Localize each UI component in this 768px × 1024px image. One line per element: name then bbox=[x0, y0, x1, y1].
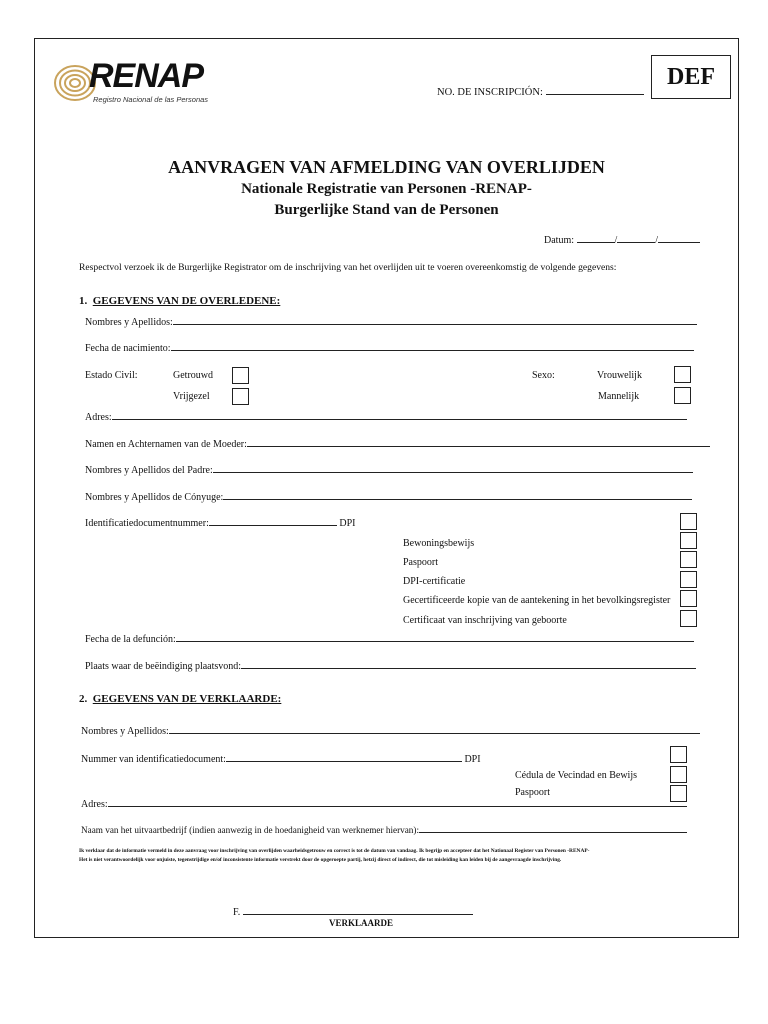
deceased-names-row: Nombres y Apellidos: bbox=[85, 317, 697, 328]
disclaimer-line-2: Het is niet verantwoordelijk voor onjuiste, tegenstrijdige en/of inconsistente informatie verstrekt door de opgeroepte partij, hetzij direct of indirect, die tot misleiding kan leiden bij de aangevraagde inschrijving. bbox=[79, 857, 562, 863]
death-place-field[interactable] bbox=[241, 668, 696, 669]
death-place-row: Plaats waar de beëindiging plaatsvond: bbox=[85, 661, 696, 672]
form-subtitle-2: Burgerlijke Stand van de Personen bbox=[274, 202, 499, 218]
doc-option-passport-checkbox[interactable] bbox=[680, 551, 697, 568]
declarant-id-row: Nummer van identificatiedocument: DPI bbox=[81, 754, 481, 765]
inscription-number-row bbox=[437, 87, 644, 98]
renap-logo bbox=[53, 57, 263, 107]
intro-text: Respectvol verzoek ik de Burgerlijke Registrator om de inschrijving van het overlijden uit te voeren overeenkomstig de volgende gegevens: bbox=[79, 262, 617, 273]
id-number-field[interactable] bbox=[209, 525, 337, 526]
declarant-dpi-checkbox[interactable] bbox=[670, 746, 687, 763]
female-checkbox[interactable] bbox=[674, 366, 691, 383]
id-number-row: Identificatiedocumentnummer: DPI bbox=[85, 518, 356, 529]
male-checkbox[interactable] bbox=[674, 387, 691, 404]
inscription-label: NO. DE INSCRIPCIÓN: bbox=[437, 87, 543, 98]
funeral-company-field[interactable] bbox=[419, 832, 687, 833]
declarant-doc-cedula-label: Cédula de Vecindad en Bewijs bbox=[515, 770, 638, 781]
signature-row bbox=[233, 907, 473, 918]
signature-field[interactable] bbox=[243, 914, 473, 915]
doc-option-birth-cert-checkbox[interactable] bbox=[680, 610, 697, 627]
declarant-dpi-label: DPI bbox=[464, 754, 481, 765]
form-page bbox=[34, 38, 739, 938]
signature-label: VERKLAARDE bbox=[329, 918, 394, 928]
section-2-heading: 2. GEGEVENS VAN DE VERKLAARDE: bbox=[79, 693, 282, 705]
declarant-names-field[interactable] bbox=[169, 733, 700, 734]
death-date-row: Fecha de la defunción: bbox=[85, 634, 694, 645]
spouse-names-row: Nombres y Apellidos de Cónyuge: bbox=[85, 492, 692, 503]
doc-option-dpi-cert-checkbox[interactable] bbox=[680, 571, 697, 588]
def-code-box: DEF bbox=[651, 55, 731, 99]
doc-option-birth-cert-label: Certificaat van inschrijving van geboorte bbox=[403, 615, 567, 626]
doc-option-dpi-cert-label: DPI-certificatie bbox=[403, 576, 466, 587]
form-subtitle-1: Nationale Registratie van Personen -RENAP- bbox=[241, 181, 532, 197]
civil-status-label: Estado Civil: bbox=[85, 370, 138, 381]
doc-option-register-copy-checkbox[interactable] bbox=[680, 590, 697, 607]
date-row: Datum: / / bbox=[544, 235, 700, 246]
death-date-field[interactable] bbox=[176, 641, 694, 642]
section-1-title: GEGEVENS VAN DE OVERLEDENE: bbox=[92, 295, 281, 307]
disclaimer-line-1: Ik verklaar dat de informatie vermeld in deze aanvraag voor inschrijving van overlijden waarheidsgetrouw en correct is tot de datum van vandaag. Ik begrijp en accepteer dat het Nationaal Register van Personen -RENAP- bbox=[79, 848, 590, 854]
declarant-doc-passport-label: Paspoort bbox=[515, 787, 550, 798]
doc-option-register-copy-label: Gecertificeerde kopie van de aantekening in het bevolkingsregister bbox=[403, 595, 671, 606]
declarant-id-field[interactable] bbox=[226, 761, 462, 762]
doc-option-passport-label: Paspoort bbox=[403, 557, 438, 568]
mother-names-row: Namen en Achternamen van de Moeder: bbox=[85, 439, 710, 450]
mother-names-field[interactable] bbox=[247, 446, 710, 447]
female-label: Vrouwelijk bbox=[597, 370, 642, 381]
spouse-names-field[interactable] bbox=[223, 499, 692, 500]
married-label: Getrouwd bbox=[173, 370, 213, 381]
male-label: Mannelijk bbox=[598, 391, 640, 402]
signature-prefix: F. bbox=[233, 907, 241, 918]
dpi-checkbox[interactable] bbox=[680, 513, 697, 530]
inscription-field[interactable] bbox=[546, 94, 644, 95]
declarant-address-field[interactable] bbox=[108, 806, 687, 807]
declarant-names-row: Nombres y Apellidos: bbox=[81, 726, 700, 737]
birth-date-field[interactable] bbox=[171, 350, 694, 351]
father-names-field[interactable] bbox=[213, 472, 693, 473]
deceased-address-field[interactable] bbox=[112, 419, 687, 420]
deceased-names-field[interactable] bbox=[173, 324, 697, 325]
section-1-heading: 1. GEGEVENS VAN DE OVERLEDENE: bbox=[79, 295, 281, 307]
date-year-field[interactable] bbox=[658, 242, 700, 243]
birth-date-row: Fecha de nacimiento: bbox=[85, 343, 694, 354]
declarant-doc-cedula-checkbox[interactable] bbox=[670, 766, 687, 783]
doc-option-residence-checkbox[interactable] bbox=[680, 532, 697, 549]
date-month-field[interactable] bbox=[617, 242, 655, 243]
single-checkbox[interactable] bbox=[232, 388, 249, 405]
deceased-address-row: Adres: bbox=[85, 412, 687, 423]
married-checkbox[interactable] bbox=[232, 367, 249, 384]
declarant-address-row: Adres: bbox=[81, 799, 687, 810]
form-title: AANVRAGEN VAN AFMELDING VAN OVERLIJDEN bbox=[168, 157, 605, 177]
date-label: Datum: bbox=[544, 235, 574, 246]
doc-option-residence-label: Bewoningsbewijs bbox=[403, 538, 475, 549]
dpi-label: DPI bbox=[339, 518, 356, 529]
sex-label: Sexo: bbox=[532, 370, 555, 381]
section-2-title: GEGEVENS VAN DE VERKLAARDE: bbox=[92, 693, 282, 705]
funeral-company-row: Naam van het uitvaartbedrijf (indien aanwezig in de hoedanigheid van werknemer hiervan): bbox=[81, 825, 687, 835]
date-day-field[interactable] bbox=[577, 242, 615, 243]
father-names-row: Nombres y Apellidos del Padre: bbox=[85, 465, 693, 476]
logo-wordmark: RENAP bbox=[89, 57, 204, 95]
logo-subtitle: Registro Nacional de las Personas bbox=[93, 95, 209, 104]
single-label: Vrijgezel bbox=[173, 391, 210, 402]
